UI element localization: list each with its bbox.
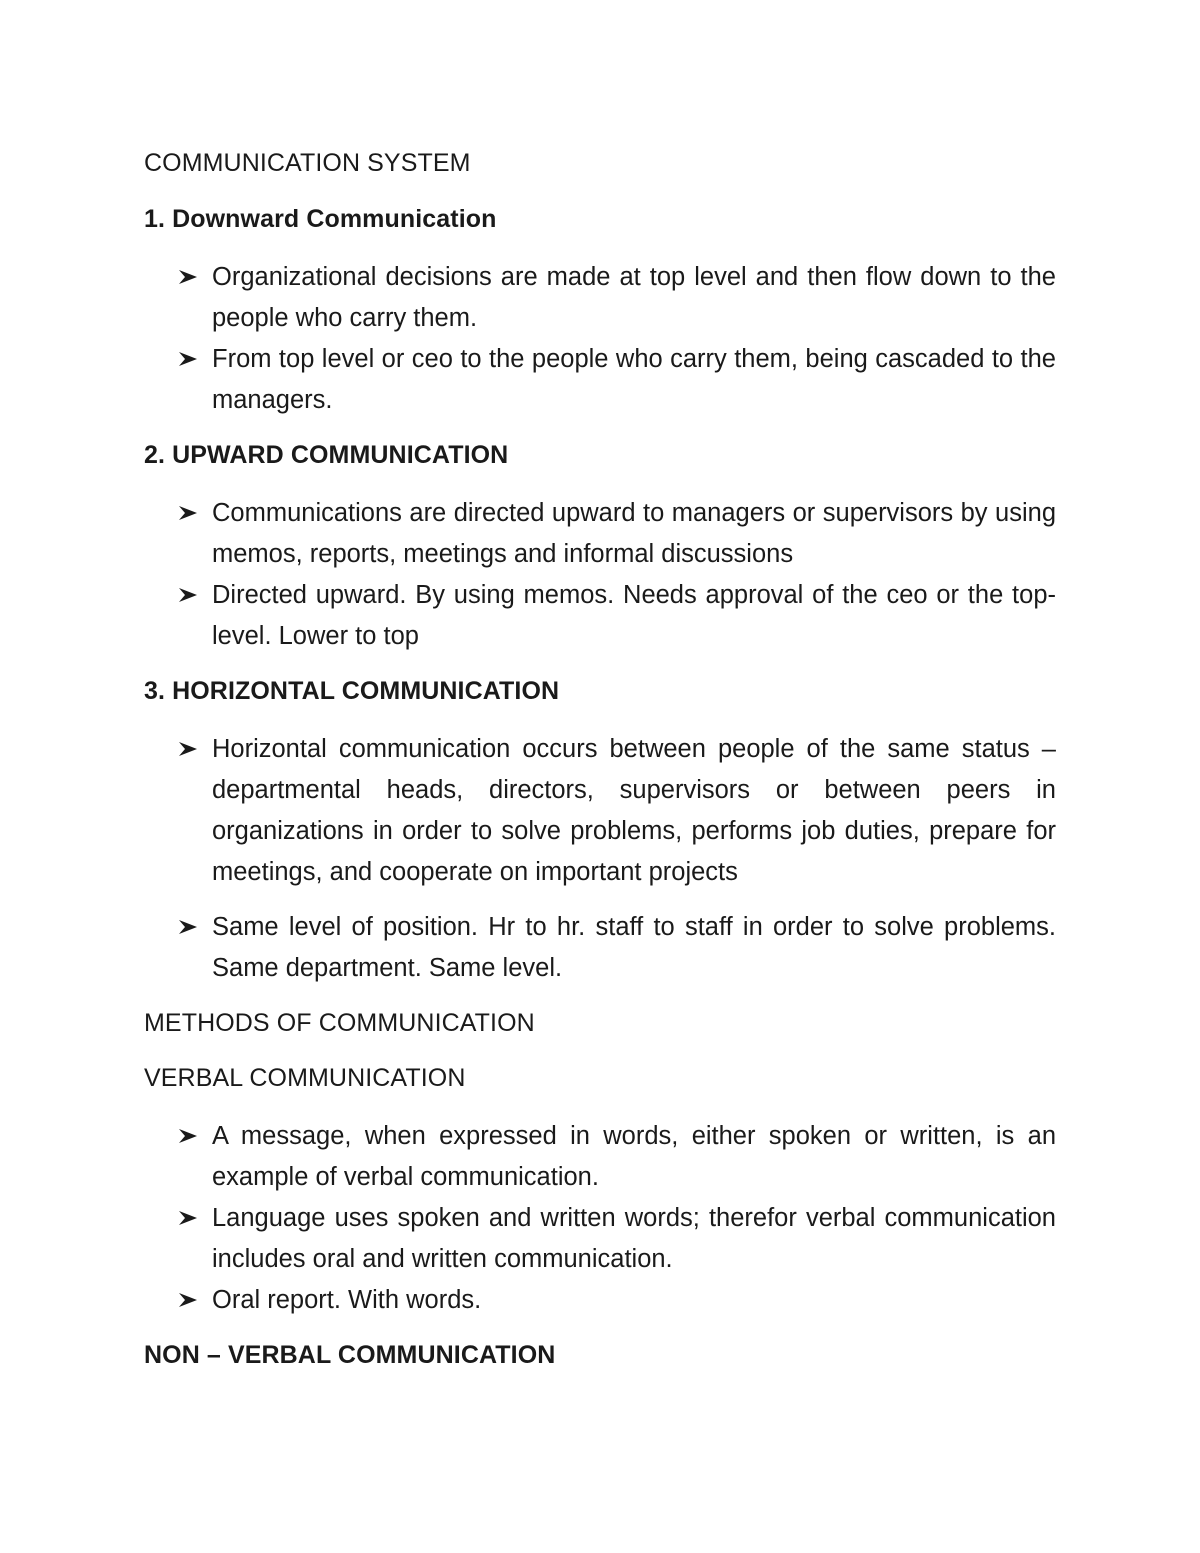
- arrow-bullet-icon: [178, 493, 204, 521]
- bullet-text: Communications are directed upward to managers or supervisors by using memos, reports, meetings and informal discussions: [212, 499, 1056, 568]
- bullet-list-downward: [144, 257, 1056, 421]
- list-item: [144, 907, 1056, 989]
- list-item: [144, 575, 1056, 657]
- bullet-list-verbal: [144, 1116, 1056, 1321]
- list-item: [144, 493, 1056, 575]
- arrow-bullet-icon: [178, 1198, 204, 1226]
- bullet-list-upward: [144, 493, 1056, 657]
- arrow-bullet-icon: [178, 907, 204, 935]
- list-item: [144, 339, 1056, 421]
- section-heading-upward: 2. UPWARD COMMUNICATION: [144, 441, 509, 469]
- section-heading-downward: 1. Downward Communication: [144, 205, 497, 233]
- bullet-text: Same level of position. Hr to hr. staff to staff in order to solve problems. Same department. Same level.: [212, 913, 1056, 982]
- section-heading-horizontal: 3. HORIZONTAL COMMUNICATION: [144, 677, 560, 705]
- list-item: [144, 1280, 1056, 1321]
- arrow-bullet-icon: [178, 729, 204, 757]
- arrow-bullet-icon: [178, 257, 204, 285]
- bullet-text: Organizational decisions are made at top level and then flow down to the people who carry them.: [212, 263, 1056, 332]
- document-page: [144, 146, 1056, 1372]
- arrow-bullet-icon: [178, 575, 204, 603]
- arrow-bullet-icon: [178, 1280, 204, 1308]
- methods-heading: METHODS OF COMMUNICATION: [144, 1009, 535, 1037]
- bullet-text: From top level or ceo to the people who carry them, being cascaded to the managers.: [212, 345, 1056, 414]
- list-item: [144, 1116, 1056, 1198]
- arrow-bullet-icon: [178, 1116, 204, 1144]
- verbal-heading: VERBAL COMMUNICATION: [144, 1064, 466, 1092]
- bullet-text: Horizontal communication occurs between people of the same status –departmental heads, directors, supervisors or between peers in organizations in order to solve problems, performs job duties, prepare for meetings, and cooperate on important projects: [212, 735, 1056, 886]
- bullet-text: Directed upward. By using memos. Needs approval of the ceo or the top-level. Lower to top: [212, 581, 1056, 650]
- list-item: [144, 729, 1056, 893]
- bullet-text: Oral report. With words.: [212, 1286, 482, 1314]
- bullet-text: A message, when expressed in words, either spoken or written, is an example of verbal communication.: [212, 1122, 1056, 1191]
- list-item: [144, 1198, 1056, 1280]
- document-title: COMMUNICATION SYSTEM: [144, 149, 471, 177]
- nonverbal-heading: NON – VERBAL COMMUNICATION: [144, 1341, 556, 1369]
- list-item: [144, 257, 1056, 339]
- arrow-bullet-icon: [178, 339, 204, 367]
- bullet-list-horizontal: [144, 729, 1056, 989]
- bullet-text: Language uses spoken and written words; therefor verbal communication includes oral and written communication.: [212, 1204, 1056, 1273]
